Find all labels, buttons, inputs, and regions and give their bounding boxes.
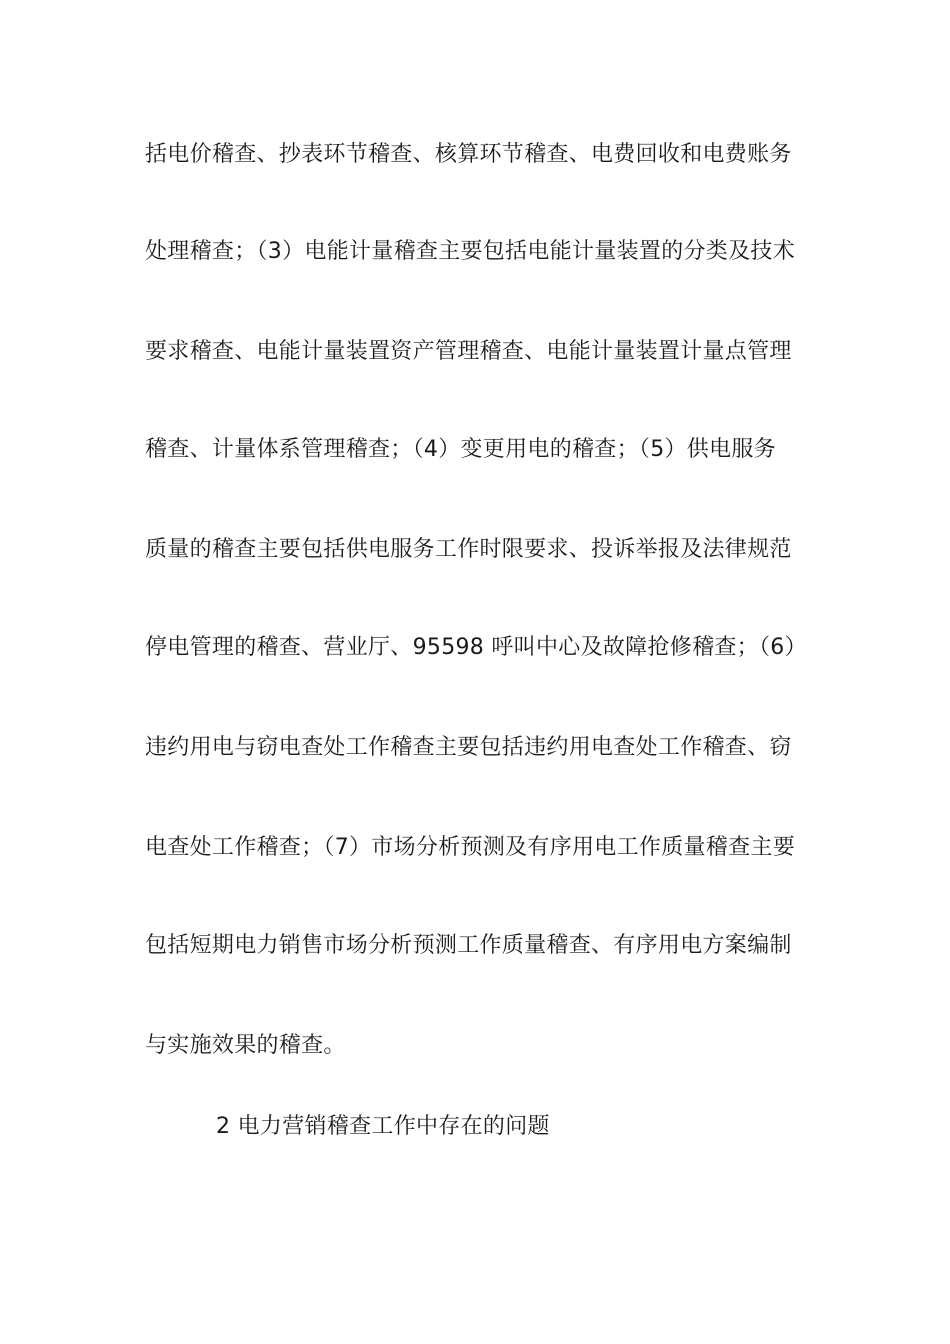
body-text-line: 要求稽查、电能计量装置资产管理稽查、电能计量装置计量点管理 (145, 339, 792, 364)
section-heading: 2 电力营销稽查工作中存在的问题 (216, 1114, 550, 1139)
body-text-line: 包括短期电力销售市场分析预测工作质量稽查、有序用电方案编制 (145, 933, 792, 958)
body-text-line: 与实施效果的稽查。 (145, 1033, 346, 1058)
body-text-line: 括电价稽查、抄表环节稽查、核算环节稽查、电费回收和电费账务 (145, 142, 792, 167)
body-text-line: 电查处工作稽查；（7）市场分析预测及有序用电工作质量稽查主要 (145, 835, 795, 860)
body-text-line: 稽查、计量体系管理稽查；（4）变更用电的稽查；（5）供电服务 (145, 437, 776, 462)
body-text-line: 处理稽查；（3）电能计量稽查主要包括电能计量装置的分类及技术 (145, 239, 795, 264)
body-text-line: 停电管理的稽查、营业厅、95598 呼叫中心及故障抢修稽查；（6） (145, 635, 807, 660)
body-text-line: 违约用电与窃电查处工作稽查主要包括违约用电查处工作稽查、窃 (145, 735, 792, 760)
body-text-line: 质量的稽查主要包括供电服务工作时限要求、投诉举报及法律规范 (145, 537, 792, 562)
